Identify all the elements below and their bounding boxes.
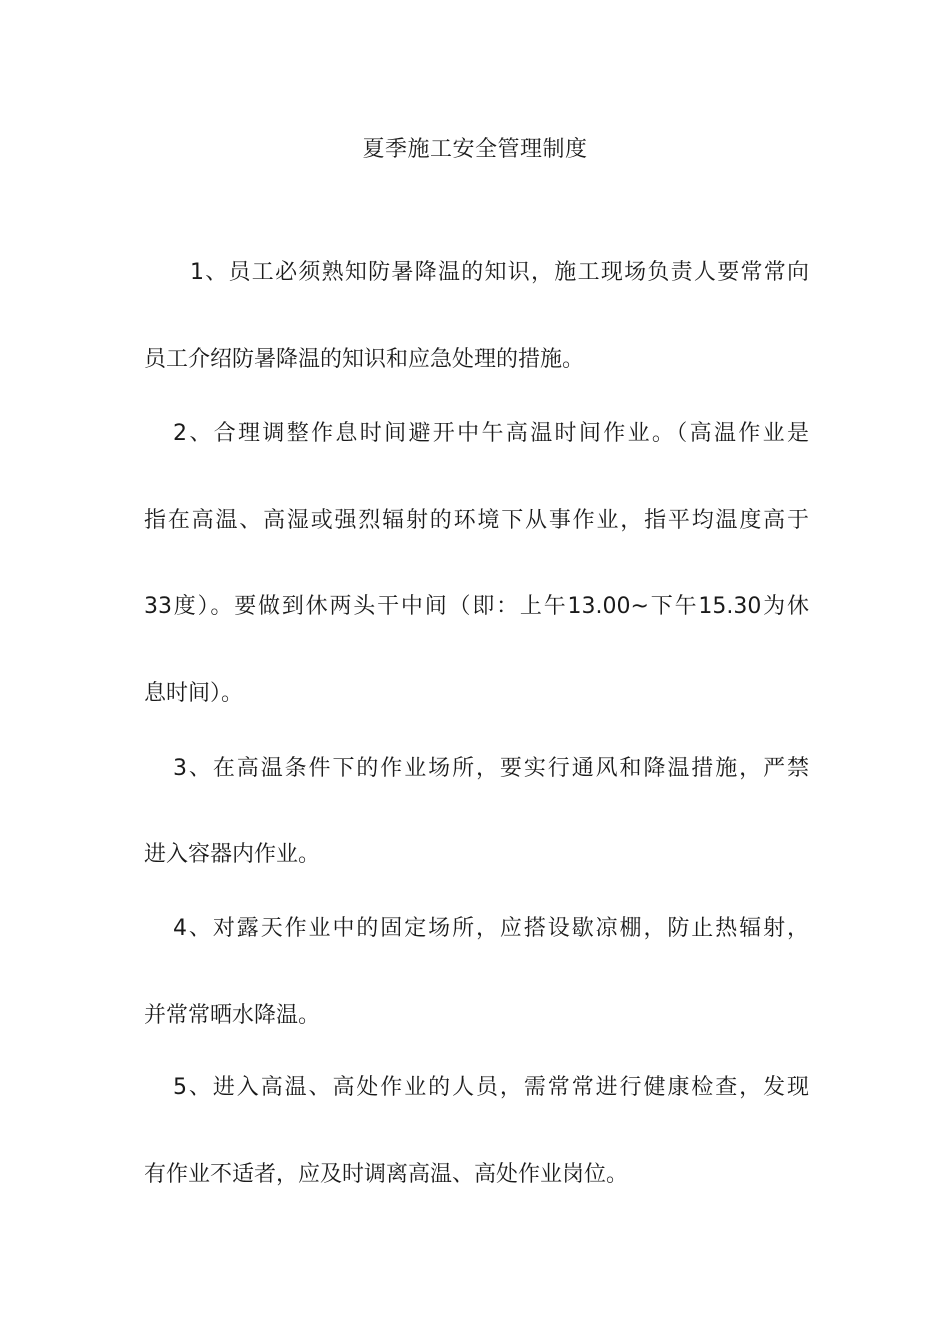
document-title: 夏季施工安全管理制度 [362,137,588,162]
paragraph-2-line-4: 息时间）。 [144,681,244,706]
paragraph-5-line-1: 5、进入高温、高处作业的人员，需常常进行健康检查，发现 [173,1075,809,1100]
paragraph-1-line-2: 员工介绍防暑降温的知识和应急处理的措施。 [144,347,585,372]
paragraph-2-line-2: 指在高温、高湿或强烈辐射的环境下从事作业，指平均温度高于 [144,508,809,533]
paragraph-3-line-2: 进入容器内作业。 [144,842,321,867]
paragraph-2-line-3: 33度）。要做到休两头干中间（即：上午13.00~下午15.30为休 [144,594,809,619]
paragraph-1-line-1: 1、员工必须熟知防暑降温的知识，施工现场负责人要常常向 [190,260,809,285]
paragraph-4-line-2: 并常常晒水降温。 [144,1003,321,1028]
paragraph-2-line-1: 2、合理调整作息时间避开中午高温时间作业。（高温作业是 [173,421,809,446]
paragraph-4-line-1: 4、对露天作业中的固定场所，应搭设歇凉棚，防止热辐射， [173,916,809,941]
paragraph-3-line-1: 3、在高温条件下的作业场所，要实行通风和降温措施，严禁 [173,756,809,781]
paragraph-5-line-2: 有作业不适者，应及时调离高温、高处作业岗位。 [144,1162,629,1187]
